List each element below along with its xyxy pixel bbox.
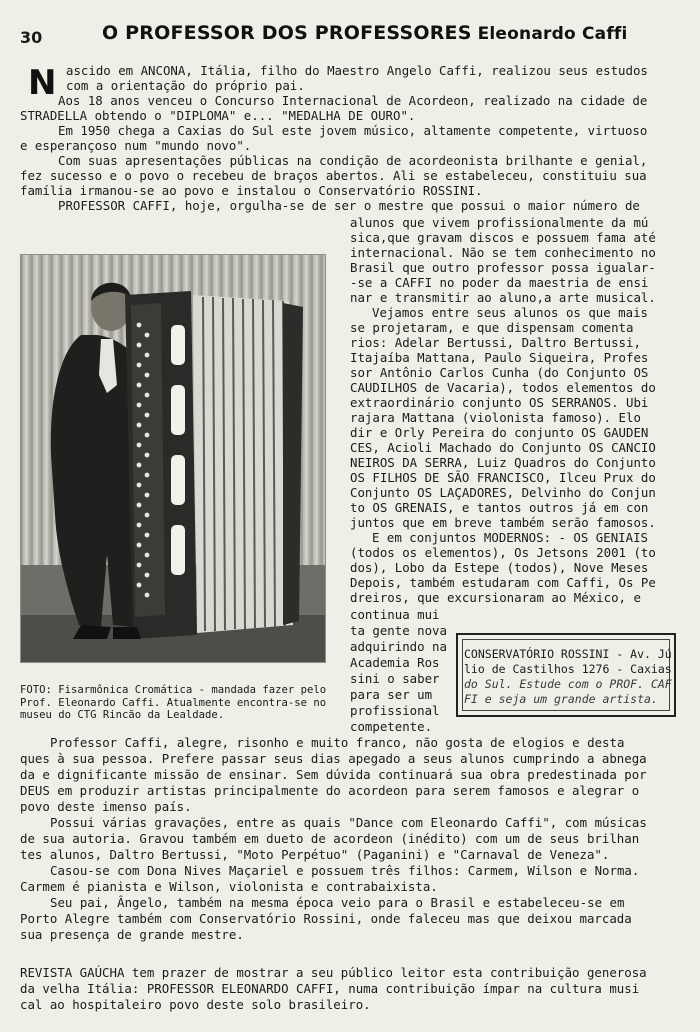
headline-title: O PROFESSOR DOS PROFESSORES (102, 22, 472, 44)
column-line: para ser um (350, 687, 433, 702)
body-line: ques à sua pessoa. Prefere passar seus dias apegado a seus alunos cumprindo a abnega (20, 751, 647, 766)
column-line: adquirindo na (350, 639, 447, 654)
body-line: Casou-se com Dona Nives Maçariel e possuem três filhos: Carmem, Wilson e Norma. (50, 863, 640, 878)
intro-line: e esperançoso num "mundo novo". (20, 138, 252, 153)
column-line: Academia Ros (350, 655, 440, 670)
column-line: -se a CAFFI no poder da maestria de ensi (350, 275, 649, 290)
column-line: rios: Adelar Bertussi, Daltro Bertussi, (350, 335, 641, 350)
conservatory-ad-box (456, 633, 676, 717)
column-line: (todos os elementos), Os Jetsons 2001 (to (350, 545, 656, 560)
closing-line: da velha Itália: PROFESSOR ELEONARDO CAFFI, numa contribuição ímpar na cultura musi (20, 981, 640, 996)
column-line: continua mui (350, 607, 440, 622)
headline-name: Eleonardo Caffi (477, 24, 628, 44)
body-line: sua presença de grande mestre. (20, 927, 244, 942)
body-line: Carmem é pianista e Wilson, violonista e contrabaixista. (20, 879, 438, 894)
body-line: da e dignificante missão de ensinar. Sem dúvida continuará sua obra predestinada por (20, 767, 647, 782)
closing-line: REVISTA GAÚCHA tem prazer de mostrar a seu público leitor esta contribuição generosa (20, 965, 647, 980)
body-line: Possui várias gravações, entre as quais "Dance com Eleonardo Caffi", com músicas (50, 815, 647, 830)
caption-line: Prof. Eleonardo Caffi. Atualmente encontra-se no (20, 696, 327, 709)
column-line: sor Antônio Carlos Cunha (do Conjunto OS (350, 365, 649, 380)
body-line: Professor Caffi, alegre, risonho e muito franco, não gosta de elogios e desta (50, 735, 625, 750)
photo-accordion-man (21, 255, 325, 662)
column-line: NEIROS DA SERRA, Luiz Quadros do Conjunto (350, 455, 656, 470)
column-line: Conjunto OS LAÇADORES, Delvinho do Conjun (350, 485, 656, 500)
column-line: Depois, também estudaram com Caffi, Os Pe (350, 575, 656, 590)
body-line: de sua autoria. Gravou também em dueto de acordeon (inédito) com um de seus brilhan (20, 831, 640, 846)
intro-line: com a orientação do próprio pai. (66, 78, 305, 93)
column-line: sini o saber (350, 671, 440, 686)
column-line: competente. (350, 719, 433, 734)
intro-line: Aos 18 anos venceu o Concurso Internacional de Acordeon, realizado na cidade de (58, 93, 648, 108)
column-line: E em conjuntos MODERNOS: - OS GENIAIS (372, 530, 649, 545)
column-line: nar e transmitir ao aluno,a arte musical. (350, 290, 656, 305)
intro-line: Em 1950 chega a Caxias do Sul este jovem músico, altamente competente, virtuoso (58, 123, 648, 138)
drop-cap: N (28, 63, 57, 103)
closing-line: cal ao hospitaleiro povo deste solo brasileiro. (20, 997, 371, 1012)
column-line: alunos que vivem profissionalmente da mú (350, 215, 649, 230)
body-line: Porto Alegre também com Conservatório Rossini, onde faleceu mas que deixou marcada (20, 911, 632, 926)
column-line: ta gente nova (350, 623, 447, 638)
page-number: 30 (20, 28, 43, 47)
accordion-photo (20, 254, 326, 663)
column-line: internacional. Não se tem conhecimento no (350, 245, 656, 260)
intro-line: PROFESSOR CAFFI, hoje, orgulha-se de ser o mestre que possui o maior número de (58, 198, 640, 213)
column-line: OS FILHOS DE SÃO FRANCISCO, Ilceu Prux do (350, 470, 656, 485)
column-line: Itajaíba Mattana, Paulo Siqueira, Profes (350, 350, 649, 365)
column-line: CAUDILHOS de Vacaria), todos elementos do (350, 380, 656, 395)
column-line: CES, Acioli Machado do Conjunto OS CANCIO (350, 440, 656, 455)
caption-line: museu do CTG Rincão da Lealdade. (20, 709, 225, 721)
intro-line: fez sucesso e o povo o recebeu de braços abertos. Ali se estabeleceu, constituiu sua (20, 168, 647, 183)
column-line: Brasil que outro professor possa igualar- (350, 260, 656, 275)
body-line: Seu pai, Ângelo, também na mesma época veio para o Brasil e estabeleceu-se em (50, 895, 625, 910)
column-line: Vejamos entre seus alunos os que mais (372, 305, 649, 320)
column-line: se projetaram, e que dispensam comenta (350, 320, 634, 335)
ad-line: lio de Castilhos 1276 - Caxias (464, 662, 672, 676)
column-line: profissional (350, 703, 440, 718)
body-line: DEUS em produzir artistas principalmente do acordeon para serem famosos e alegrar o (20, 783, 640, 798)
column-line: juntos que em breve também serão famosos. (350, 515, 656, 530)
column-line: to OS GRENAIS, e tantos outros já em con (350, 500, 649, 515)
column-line: dos), Lobo da Estepe (todos), Nove Meses (350, 560, 649, 575)
column-line: dreiros, que excursionaram ao México, e (350, 590, 641, 605)
intro-line: Com suas apresentações públicas na condição de acordeonista brilhante e genial, (58, 153, 648, 168)
column-line: extraordinário conjunto OS SERRANOS. Ubi (350, 395, 649, 410)
column-line: dir e Orly Pereira do conjunto OS GAUDEN (350, 425, 649, 440)
intro-line: STRADELLA obtendo o "DIPLOMA" e... "MEDALHA DE OURO". (20, 108, 416, 123)
intro-line: ascido em ANCONA, Itália, filho do Maestro Angelo Caffi, realizou seus estudos (66, 63, 648, 78)
column-line: rajara Mattana (violonista famoso). Elo (350, 410, 641, 425)
ad-line: FI e seja um grande artista. (464, 692, 658, 706)
photo-caption (20, 684, 326, 722)
body-line: povo deste imenso país. (20, 799, 192, 814)
intro-line: família irmanou-se ao povo e instalou o Conservatório ROSSINI. (20, 183, 483, 198)
caption-line: FOTO: Fisarmônica Cromática - mandada fazer pelo (20, 684, 327, 696)
article-headline (102, 22, 628, 44)
ad-line: do Sul. Estude com o PROF. CAF (464, 677, 672, 691)
ad-line: CONSERVATÓRIO ROSSINI - Av. Jú (464, 647, 672, 661)
body-line: tes alunos, Daltro Bertussi, "Moto Perpétuo" (Paganini) e "Carnaval de Veneza". (20, 847, 610, 862)
column-line: sica,que gravam discos e possuem fama até (350, 230, 656, 245)
